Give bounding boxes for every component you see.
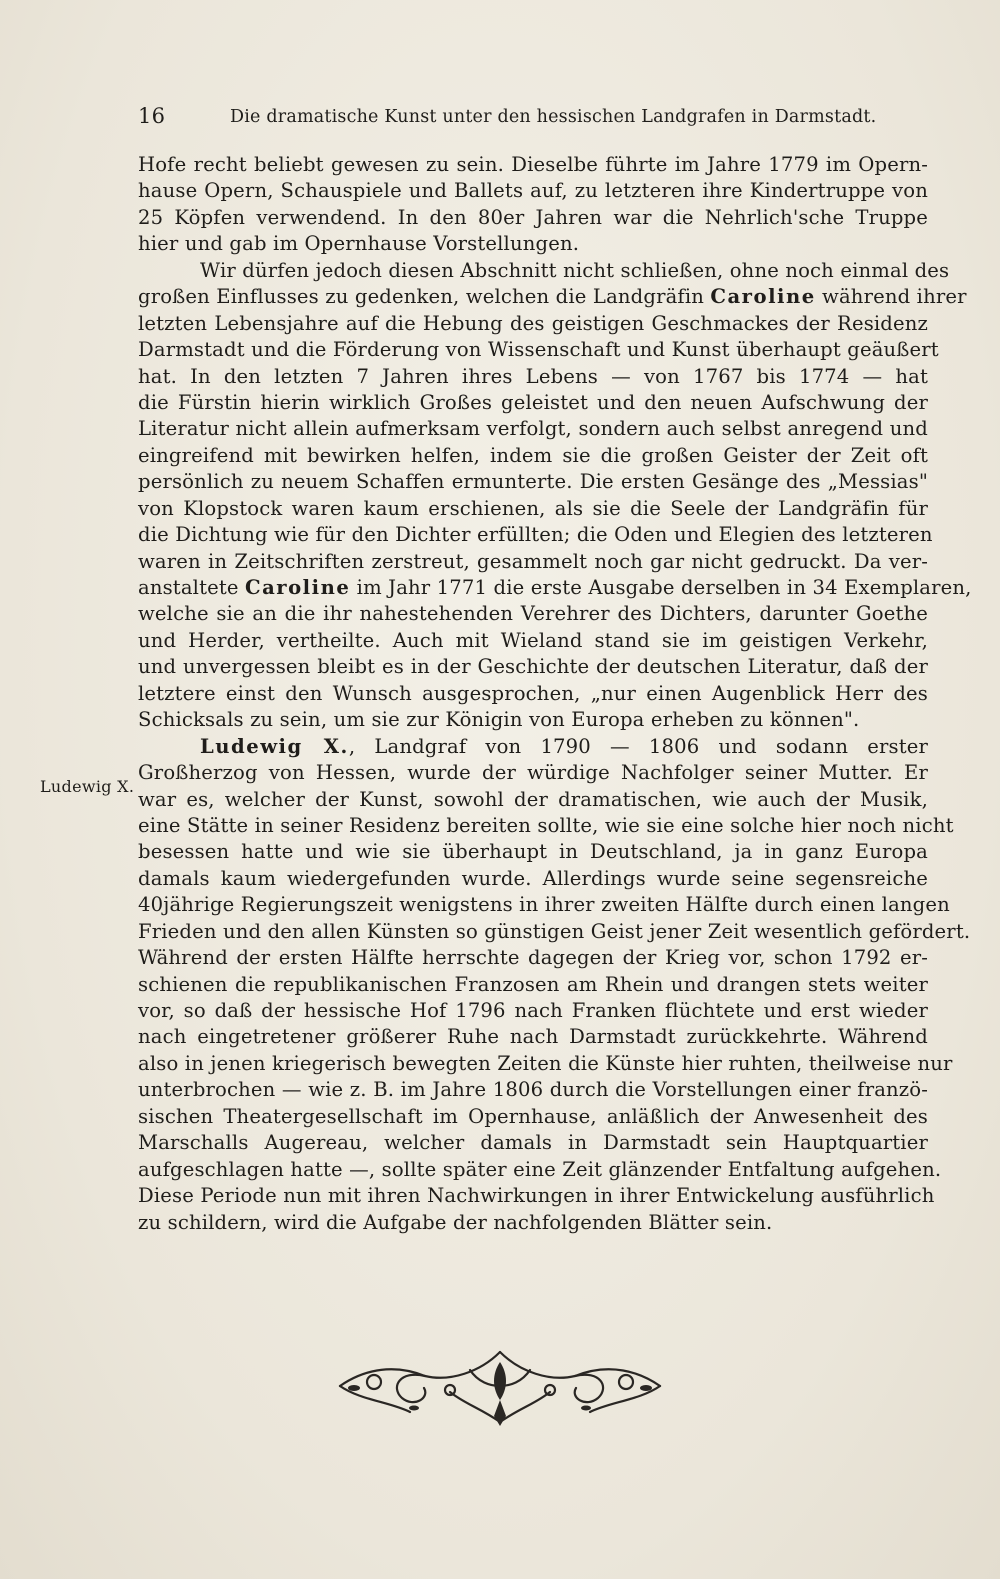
text-line: schienen die republikanischen Franzosen am Rhein und drangen stets weiter [138, 972, 928, 996]
text-line: Literatur nicht allein aufmerksam verfolgt, sondern auch selbst anregend und [138, 417, 928, 441]
text-line: hause Opern, Schauspiele und Ballets auf, zu letzteren ihre Kindertruppe von [138, 179, 928, 203]
text-line: vor, so daß der hessische Hof 1796 nach Franken flüchtete und erst wieder [138, 999, 928, 1022]
text-line: eine Stätte in seiner Residenz bereiten sollte, wie sie eine solche hier noch nicht [138, 813, 954, 837]
running-header [138, 104, 938, 138]
text-line: die Dichtung wie für den Dichter erfüllten; die Oden und Elegien des letzteren [138, 523, 933, 547]
text-line: 25 Köpfen verwendend. In den 80er Jahren war die Nehrlich'sche Truppe [138, 205, 928, 229]
text-line: sischen Theatergesellschaft im Opernhause, anläßlich der Anwesenheit des [138, 1104, 928, 1128]
text-line: besessen hatte und wie sie überhaupt in Deutschland, ja in ganz Europa [138, 840, 928, 864]
text-line: nach eingetretener größerer Ruhe nach Darmstadt zurückkehrte. Während [138, 1025, 928, 1049]
text-line: Großherzog von Hessen, wurde der würdige Nachfolger seiner Mutter. Er [138, 761, 928, 785]
text-line: letzten Lebensjahre auf die Hebung des geistigen Geschmackes der Residenz [138, 311, 928, 335]
text-line: Diese Periode nun mit ihren Nachwirkungen in ihrer Entwickelung ausführlich [138, 1184, 935, 1208]
text-line: Darmstadt und die Förderung von Wissenschaft und Kunst überhaupt geäußert [138, 338, 939, 362]
text-line: zu schildern, wird die Aufgabe der nachfolgenden Blätter sein. [138, 1210, 773, 1234]
ornament-vignette-icon [330, 1342, 670, 1428]
page-number: 16 [138, 104, 166, 128]
text-line: eingreifend mit bewirken helfen, indem sie die großen Geister der Zeit oft [138, 443, 928, 467]
text-line: die Fürstin hierin wirklich Großes geleistet und den neuen Aufschwung der [138, 390, 928, 414]
text-line: unterbrochen — wie z. B. im Jahre 1806 durch die Vorstellungen einer franzö- [138, 1078, 928, 1102]
text-line: Frieden und den allen Künsten so günstigen Geist jener Zeit wesentlich gefördert. [138, 919, 971, 943]
emphasized-name: Caroline [710, 285, 816, 309]
text-line: von Klopstock waren kaum erschienen, als sie die Seele der Landgräfin für [138, 496, 928, 520]
running-title: Die dramatische Kunst unter den hessischen Landgrafen in Darmstadt. [230, 107, 877, 127]
text-line: Ludewig X., Landgraf von 1790 — 1806 und sodann erster [200, 734, 929, 758]
text-line: welche sie an die ihr nahestehenden Verehrer des Dichters, darunter Goethe [138, 602, 928, 626]
margin-note: Ludewig X. [40, 777, 135, 796]
text-line: Während der ersten Hälfte herrschte dagegen der Krieg vor, schon 1792 er- [138, 946, 928, 970]
emphasized-name: Ludewig X. [200, 734, 349, 758]
text-line: Wir dürfen jedoch diesen Abschnitt nicht schließen, ohne noch einmal des [200, 258, 950, 282]
text-line: war es, welcher der Kunst, sowohl der dramatischen, wie auch der Musik, [138, 787, 928, 811]
text-line: waren in Zeitschriften zerstreut, gesammelt noch gar nicht gedruckt. Da ver- [138, 549, 928, 573]
text-line: also in jenen kriegerisch bewegten Zeiten die Künste hier ruhten, theilweise nur [138, 1051, 953, 1075]
text-line: und Herder, vertheilte. Auch mit Wieland stand sie im geistigen Verkehr, [138, 628, 928, 652]
text-line: Marschalls Augereau, welcher damals in Darmstadt sein Hauptquartier [138, 1131, 928, 1155]
text-line: Hofe recht beliebt gewesen zu sein. Dieselbe führte im Jahre 1779 im Opern- [138, 153, 928, 176]
text-line: persönlich zu neuem Schaffen ermunterte. Die ersten Gesänge des „Messias" [138, 470, 928, 494]
text-line: aufgeschlagen hatte —, sollte später eine Zeit glänzender Entfaltung aufgehen. [138, 1157, 942, 1181]
text-line: 40jährige Regierungszeit wenigstens in ihrer zweiten Hälfte durch einen langen [138, 893, 950, 917]
text-line: großen Einflusses zu gedenken, welchen die Landgräfin Caroline während ihrer [138, 285, 967, 309]
text-line: letztere einst den Wunsch ausgesprochen, „nur einen Augenblick Herr des [138, 681, 928, 705]
text-line: Schicksals zu sein, um sie zur Königin von Europa erheben zu können". [138, 708, 860, 732]
text-line: und unvergessen bleibt es in der Geschichte der deutschen Literatur, daß der [138, 655, 928, 679]
text-line: damals kaum wiedergefunden wurde. Allerdings wurde seine segensreiche [138, 866, 928, 890]
emphasized-name: Caroline [245, 576, 351, 599]
text-line: hat. In den letzten 7 Jahren ihres Lebens — von 1767 bis 1774 — hat [138, 364, 928, 388]
text-line: hier und gab im Opernhause Vorstellungen. [138, 232, 580, 256]
body-text [138, 152, 972, 1236]
text-line: anstaltete Caroline im Jahr 1771 die erste Ausgabe derselben in 34 Exemplaren, [138, 576, 972, 599]
